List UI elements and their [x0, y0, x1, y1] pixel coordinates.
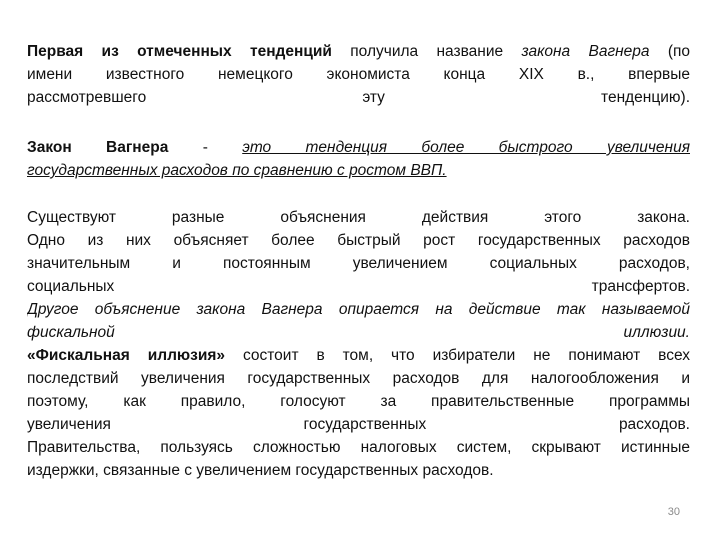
- text-line: [27, 40, 690, 63]
- text-line: [27, 344, 690, 367]
- wagner-law-definition-paragraph: [27, 136, 690, 182]
- text-line: значительным и постоянным увеличением социальных расходов,: [27, 255, 690, 272]
- text-line: фискальной иллюзии.: [27, 324, 690, 341]
- lead-phrase: Первая из отмеченных тенденций: [27, 43, 332, 60]
- wagner-law-intro-paragraph: [27, 40, 690, 109]
- law-name: закона Вагнера: [521, 43, 650, 60]
- text-fragment: состоит в том, что избиратели не понимают всех: [225, 347, 690, 364]
- page-number: 30: [667, 506, 680, 518]
- explanations-paragraph: [27, 206, 690, 482]
- dash: -: [168, 139, 243, 156]
- text-line: увеличения государственных расходов.: [27, 416, 690, 433]
- fiscal-illusion-term: «Фискальная иллюзия»: [27, 347, 226, 364]
- text-line: рассмотревшего эту тенденцию).: [27, 89, 690, 106]
- text-line: издержки, связанные с увеличением государственных расходов.: [27, 462, 494, 479]
- text-line: Существуют разные объяснения действия этого закона.: [27, 209, 690, 226]
- text-fragment: получила название: [331, 43, 522, 60]
- text-line: социальных трансфертов.: [27, 278, 690, 295]
- text-line: Другое объяснение закона Вагнера опирается на действие так называемой: [27, 301, 690, 318]
- text-line: имени известного немецкого экономиста конца XIX в., впервые: [27, 66, 690, 83]
- text-line: поэтому, как правило, голосуют за правительственные программы: [27, 393, 690, 410]
- text-line: последствий увеличения государственных расходов для налогообложения и: [27, 370, 690, 387]
- text-line: [27, 159, 690, 182]
- definition-term: Закон Вагнера: [27, 139, 169, 156]
- text-fragment: (по: [649, 43, 690, 60]
- text-line: Правительства, пользуясь сложностью налоговых систем, скрывают истинные: [27, 439, 690, 456]
- definition-text: государственных расходов по сравнению с ростом ВВП.: [27, 162, 447, 179]
- text-line: Одно из них объясняет более быстрый рост государственных расходов: [27, 232, 690, 249]
- text-line: [27, 136, 690, 159]
- definition-text: это тенденция более быстрого увеличения: [242, 139, 690, 156]
